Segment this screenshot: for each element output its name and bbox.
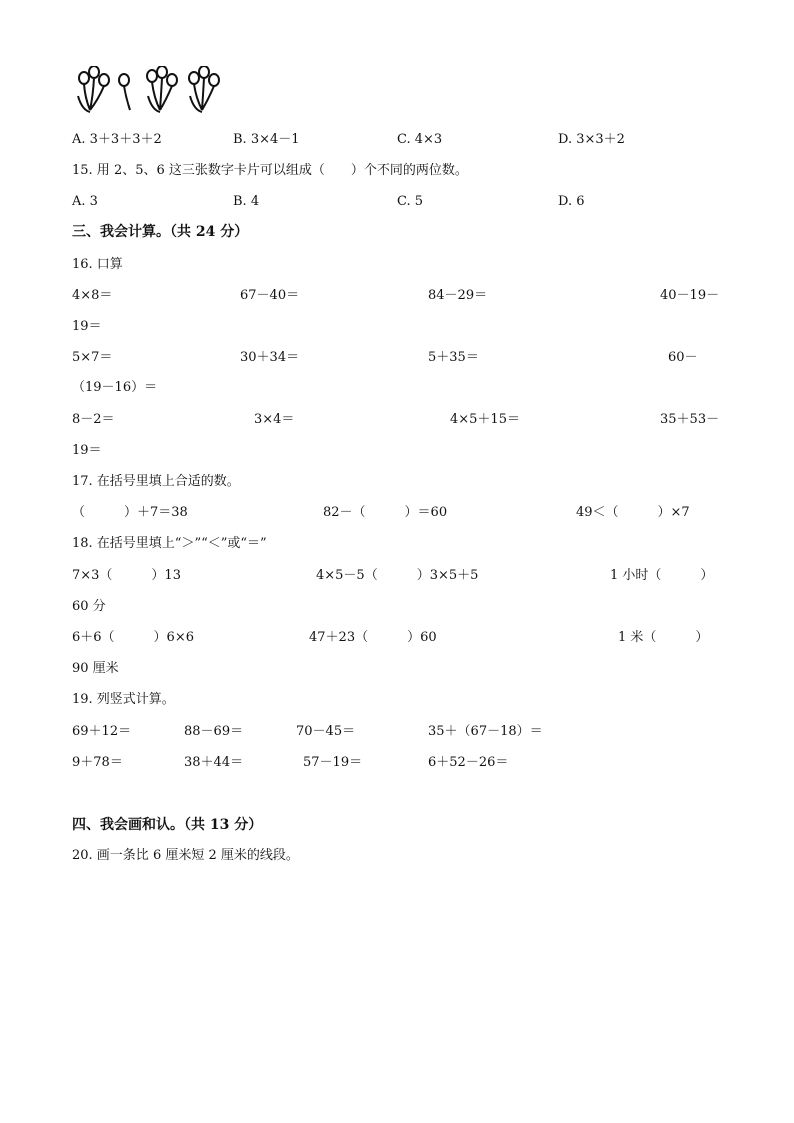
q18-compare[interactable]: 4×5－5（ ）3×5＋5 [316,568,479,583]
q19-title: 19. 列竖式计算。 [72,692,175,707]
q16-item: 5×7＝ [72,350,113,365]
q16-item: 40－19－ [660,288,720,303]
q16-item: 4×8＝ [72,288,113,303]
q18-compare-continued: 60 分 [72,599,106,614]
q15-option-c[interactable]: C. 5 [397,194,424,209]
balloon-bunch-2 [119,74,130,110]
q16-item: 5＋35＝ [428,350,479,365]
balloon-bunch-4 [189,66,219,112]
q15-option-a[interactable]: A. 3 [72,194,98,209]
balloon-bunches-illustration [72,66,228,118]
q18-compare-continued: 90 厘米 [72,661,119,676]
balloon-bunch-1 [78,66,109,112]
q18-compare[interactable]: 6＋6（ ）6×6 [72,630,194,645]
q18-compare[interactable]: 47＋23（ ）60 [309,630,437,645]
q18-compare[interactable]: 1 小时（ ） [610,568,714,583]
q16-item: 30＋34＝ [240,350,300,365]
q19-item: 38＋44＝ [184,755,244,770]
q20-stem: 20. 画一条比 6 厘米短 2 厘米的线段。 [72,848,299,863]
q14-option-c[interactable]: C. 4×3 [397,132,443,147]
q15-stem: 15. 用 2、5、6 这三张数字卡片可以组成（ ）个不同的两位数。 [72,163,468,178]
q19-item: 6＋52－26＝ [428,755,509,770]
q15-option-d[interactable]: D. 6 [558,194,585,209]
q19-item: 69＋12＝ [72,724,132,739]
q16-item-continued: 19＝ [72,443,102,458]
q17-blank[interactable]: 82－（ ）＝60 [323,505,448,520]
q16-item: 84－29＝ [428,288,488,303]
q19-item: 70－45＝ [296,724,356,739]
q17-blank[interactable]: （ ）＋7＝38 [72,505,188,520]
q16-item: 60－ [668,350,698,365]
q19-item: 88－69＝ [184,724,244,739]
q15-option-b[interactable]: B. 4 [233,194,260,209]
q16-item: 8－2＝ [72,412,115,427]
balloon-bunch-3 [147,66,177,112]
q16-item: 3×4＝ [254,412,295,427]
q18-compare[interactable]: 7×3（ ）13 [72,568,181,583]
section-4-title: 四、我会画和认。（共 13 分） [72,817,263,833]
q19-item: 35＋（67－18）＝ [428,724,543,739]
q18-title: 18. 在括号里填上“＞”“＜”或“＝” [72,536,267,551]
q16-item: 67－40＝ [240,288,300,303]
q18-compare[interactable]: 1 米（ ） [618,630,709,645]
q16-item-continued: 19＝ [72,319,102,334]
q16-item: 35＋53－ [660,412,720,427]
q14-option-d[interactable]: D. 3×3＋2 [558,132,625,147]
q14-option-b[interactable]: B. 3×4－1 [233,132,300,147]
q16-item: 4×5＋15＝ [450,412,520,427]
q17-title: 17. 在括号里填上合适的数。 [72,474,240,489]
q19-item: 57－19＝ [303,755,363,770]
section-3-title: 三、我会计算。（共 24 分） [72,224,249,240]
q19-item: 9＋78＝ [72,755,123,770]
q17-blank[interactable]: 49＜（ ）×7 [576,505,690,520]
q16-item-continued: （19－16）＝ [72,380,158,395]
q14-option-a[interactable]: A. 3＋3＋3＋2 [72,132,162,147]
q16-title: 16. 口算 [72,257,123,272]
